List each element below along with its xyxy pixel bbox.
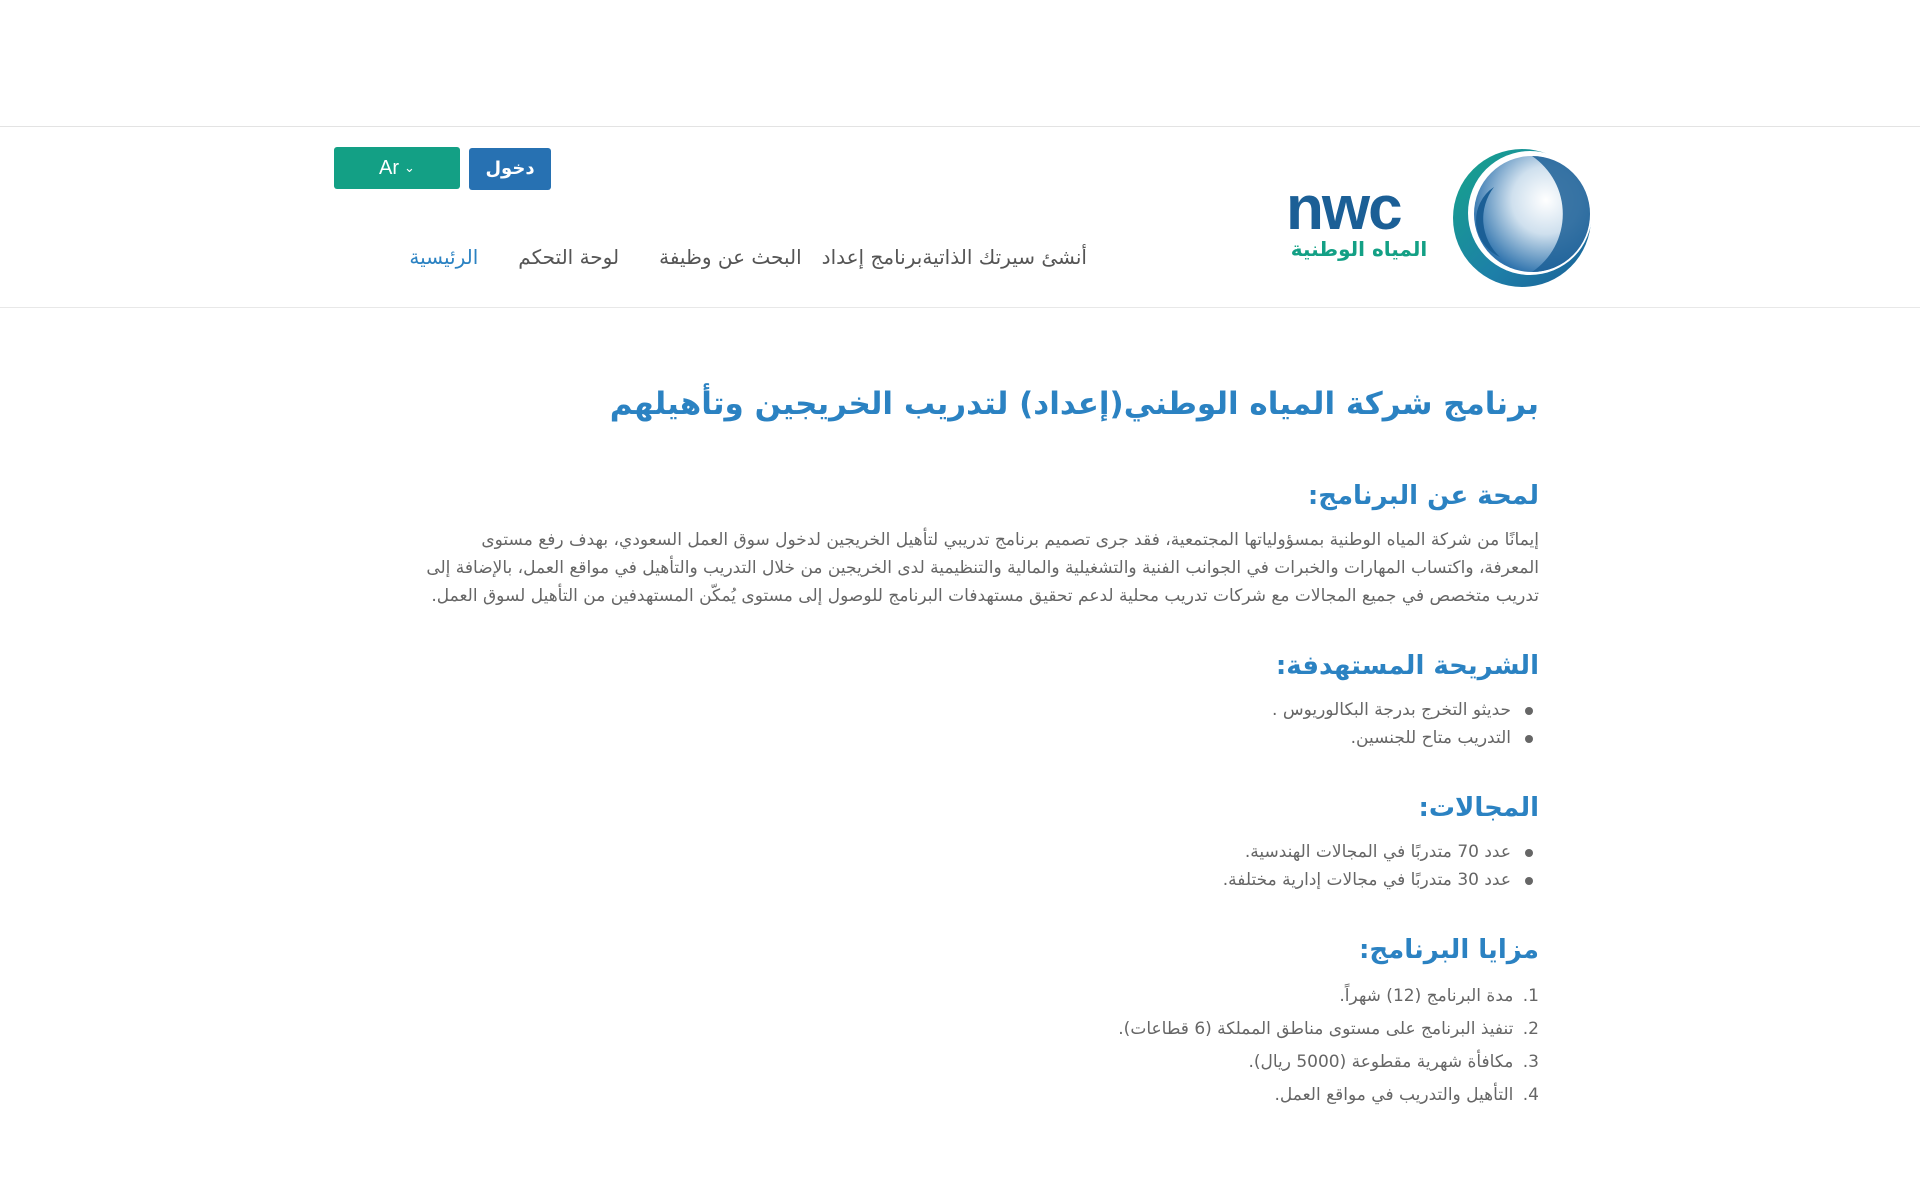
language-label: Ar <box>379 157 400 179</box>
login-button[interactable]: دخول <box>469 148 551 190</box>
overview-heading: لمحة عن البرنامج: <box>1307 481 1539 511</box>
list-number: 1. <box>1522 986 1539 1006</box>
site-header <box>0 126 1920 308</box>
list-item: التدريب متاح للجنسين. <box>404 724 1511 752</box>
list-item <box>404 1046 1539 1079</box>
nav-create-cv[interactable]: أنشئ سيرتك الذاتية <box>922 245 1087 269</box>
target-list <box>404 696 1539 752</box>
list-item: عدد 30 متدربًا في مجالات إدارية مختلفة. <box>404 866 1511 894</box>
list-number: 3. <box>1522 1052 1539 1072</box>
list-item <box>404 1013 1539 1046</box>
list-text: مكافأة شهرية مقطوعة (5000 ريال). <box>1248 1052 1514 1072</box>
list-text: مدة البرنامج (12) شهراً. <box>1339 986 1514 1006</box>
list-item: عدد 70 متدربًا في المجالات الهندسية. <box>404 838 1511 866</box>
nav-home[interactable]: الرئيسية <box>409 245 479 269</box>
list-number: 4. <box>1522 1085 1539 1105</box>
logo-latin-text: nwc <box>1286 174 1401 243</box>
fields-heading: المجالات: <box>1418 793 1539 823</box>
page-title: برنامج شركة المياه الوطني(إعداد) لتدريب الخريجين وتأهيلهم <box>609 386 1539 422</box>
program-content <box>404 380 1539 1112</box>
list-number: 2. <box>1522 1019 1539 1039</box>
list-text: تنفيذ البرنامج على مستوى مناطق المملكة (6 قطاعات). <box>1118 1019 1514 1039</box>
list-item: حديثو التخرج بدرجة البكالوريوس . <box>404 696 1511 724</box>
list-item <box>404 980 1539 1013</box>
logo-arabic-text: المياه الوطنية <box>1290 237 1428 261</box>
nav-dashboard[interactable]: لوحة التحكم <box>518 245 620 269</box>
overview-text: إيمانًا من شركة المياه الوطنية بمسؤولياتها المجتمعية، فقد جرى تصميم برنامج تدريبي لتأهيل الخريجين لدخول سوق العمل السعودي، بهدف رفع مستوى المعرفة، واكتساب المهارات والخبرات في الجوانب الفنية والتشغيلية والمالية والتنظيمية لدى الخريجين من خلال التدريب والتأهيل في مواقع العمل، بالإضافة إلى تدريب متخصص في جميع المجالات مع شركات تدريب محلية لدعم تحقيق مستهدفات البرنامج للوصول إلى مستوى يُمكّن المستهدفين من التأهيل لسوق العمل. <box>426 530 1539 606</box>
nav-edad-program[interactable]: برنامج إعداد <box>821 245 923 269</box>
list-text: التأهيل والتدريب في مواقع العمل. <box>1274 1085 1514 1105</box>
language-dropdown[interactable] <box>334 147 460 189</box>
nav-job-search[interactable]: البحث عن وظيفة <box>659 245 802 269</box>
target-heading: الشريحة المستهدفة: <box>1275 651 1539 681</box>
chevron-down-icon: ⌄ <box>404 160 415 175</box>
list-item <box>404 1079 1539 1112</box>
benefits-list <box>404 980 1539 1112</box>
benefits-heading: مزايا البرنامج: <box>1359 935 1539 965</box>
main-nav <box>369 239 1087 275</box>
nwc-logo[interactable] <box>1286 147 1596 297</box>
fields-list <box>404 838 1539 894</box>
